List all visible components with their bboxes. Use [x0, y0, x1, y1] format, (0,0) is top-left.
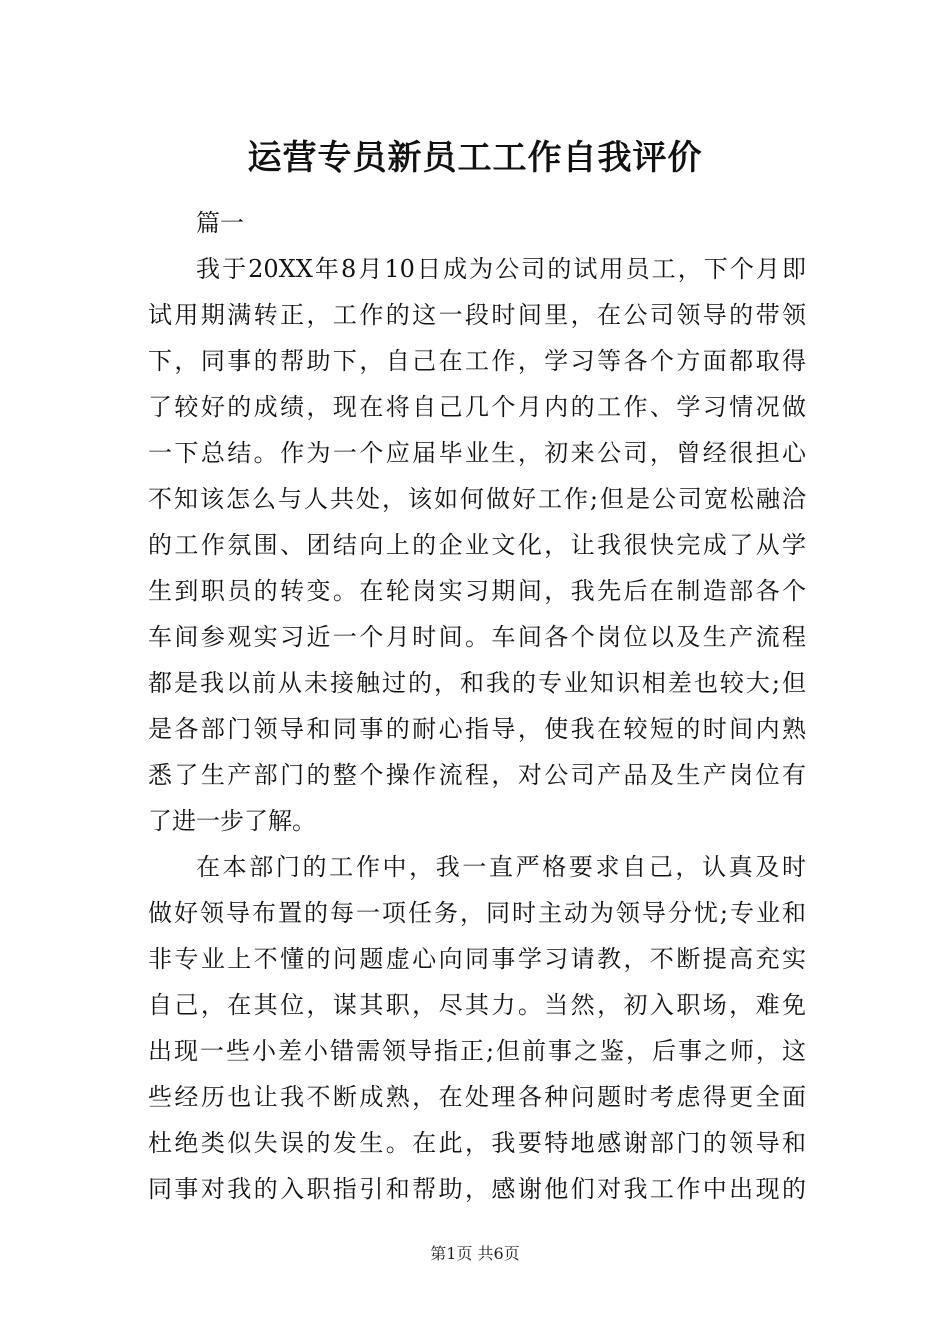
page-footer: 第1页 共6页: [430, 1244, 520, 1263]
text-line: 悉了生产部门的整个操作流程，对公司产品及生产岗位有: [148, 761, 806, 789]
text-line: 不知该怎么与人共处，该如何做好工作;但是公司宽松融洽: [148, 485, 806, 513]
text-line: 的工作氛围、团结向上的企业文化，让我很快完成了从学: [148, 531, 806, 559]
text-line: 下，同事的帮助下，自己在工作，学习等各个方面都取得: [148, 347, 806, 375]
text-line: 是各部门领导和同事的耐心指导，使我在较短的时间内熟: [148, 715, 806, 743]
text-line: 了较好的成绩，现在将自己几个月内的工作、学习情况做: [148, 393, 806, 421]
text-line: 自己，在其位，谋其职，尽其力。当然，初入职场，难免: [148, 991, 806, 1019]
paragraph-2: [148, 844, 806, 1212]
text-line: 非专业上不懂的问题虚心向同事学习请教，不断提高充实: [148, 945, 806, 973]
text-line: 做好领导布置的每一项任务，同时主动为领导分忧;专业和: [148, 899, 806, 927]
text-line: 在本部门的工作中，我一直严格要求自己，认真及时: [196, 853, 806, 881]
page-title: 运营专员新员工工作自我评价: [247, 138, 703, 178]
text-line: 些经历也让我不断成熟，在处理各种问题时考虑得更全面: [148, 1083, 806, 1111]
text-line: 杜绝类似失误的发生。在此，我要特地感谢部门的领导和: [148, 1129, 806, 1157]
document-body: [148, 200, 806, 1212]
text-line: 出现一些小差小错需领导指正;但前事之鉴，后事之师，这: [148, 1037, 806, 1065]
paragraph-1: [148, 246, 806, 844]
text-line: 一下总结。作为一个应届毕业生，初来公司，曾经很担心: [148, 439, 806, 467]
text-line: 了进一步了解。: [148, 807, 316, 835]
text-line: 试用期满转正，工作的这一段时间里，在公司领导的带领: [148, 301, 806, 329]
text-line: 车间参观实习近一个月时间。车间各个岗位以及生产流程: [148, 623, 806, 651]
text-line: 同事对我的入职指引和帮助，感谢他们对我工作中出现的: [148, 1175, 806, 1203]
text-line: 都是我以前从未接触过的，和我的专业知识相差也较大;但: [148, 669, 806, 697]
section-label: 篇一: [196, 209, 244, 237]
text-line: 生到职员的转变。在轮岗实习期间，我先后在制造部各个: [148, 577, 806, 605]
text-line: 我于20XX年8月10日成为公司的试用员工，下个月即: [196, 255, 806, 283]
